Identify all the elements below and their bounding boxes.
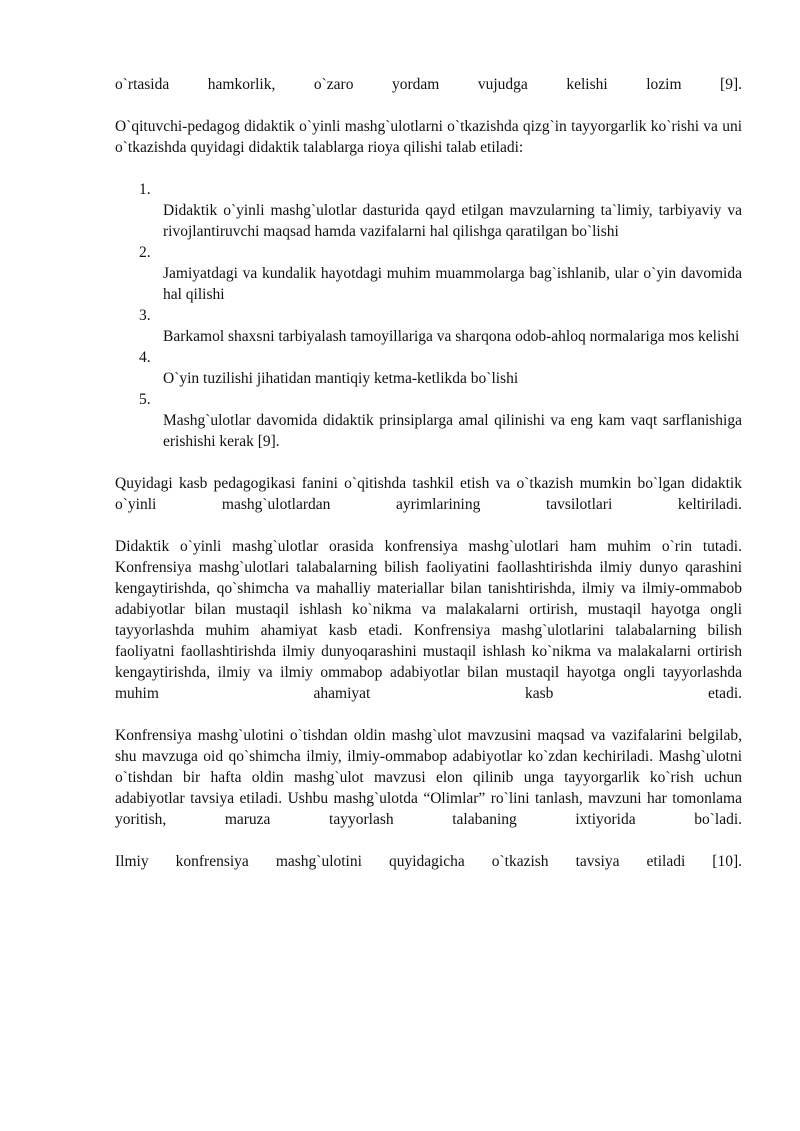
paragraph-conference-role: Didaktik o`yinli mashg`ulotlar orasida konfrensiya mashg`ulotlari ham muhim o`rin tutadi. Konfrensiya mashg`ulotlari talabalarning bilish faoliyatini faollashtirishda ilmiy dunyo qarashini kengaytirishda, qo`shimcha va mahalliy materiallar bilan tanishtirishda, ilmiy va ilmiy-ommabob adabiyotlar bilan mustaqil ishlash ko`nikma va malakalarni ortirish, mustaqil hayotga ongli tayyorlashda muhim ahamiyat kasb etadi. Konfrensiya mashg`ulotlarini talabalarning bilish faoliyatni faollashtirishda ilmiy dunyoqarashini mustaqil ishlash ko`nikma va malakalarni ortirish kengaytirishda, ilmiy va ilmiy ommabop adabiyotlar bilan mustaqil hayotga ongli tayyorlashda muhim ahamiyat kasb etadi. xyxy=(115,538,742,702)
paragraph-details-intro: Quyidagi kasb pedagogikasi fanini o`qitishda tashkil etish va o`tkazish mumkin bo`lgan didaktik o`yinli mashg`ulotlardan ayrimlarining tavsilotlari keltiriladi. xyxy=(115,475,742,513)
list-item-text: Jamiyatdagi va kundalik hayotdagi muhim muammolarga bag`ishlanib, ular o`yin davomida hal qilishi xyxy=(163,265,742,303)
list-item xyxy=(115,347,742,389)
list-item-text: Barkamol shaxsni tarbiyalash tamoyillariga va sharqona odob-ahloq normalariga mos kelishi xyxy=(163,328,740,345)
list-item-number: 1. xyxy=(139,181,151,198)
requirements-list xyxy=(115,179,742,452)
list-item-text: Didaktik o`yinli mashg`ulotlar dasturida qayd etilgan mavzularning ta`limiy, tarbiyaviy va rivojlantiruvchi maqsad hamda vazifalarni hal qilishga qaratilgan bo`lishi xyxy=(163,202,742,240)
list-item xyxy=(115,242,742,305)
list-item-number: 5. xyxy=(139,391,151,408)
paragraph-requirements-intro: O`qituvchi-pedagog didaktik o`yinli mashg`ulotlarni o`tkazishda qizg`in tayyorgarlik ko`rishi va uni o`tkazishda quyidagi didaktik talablarga rioya qilishi talab etiladi: xyxy=(115,118,742,156)
list-item xyxy=(115,389,742,452)
list-item-text: Mashg`ulotlar davomida didaktik prinsiplarga amal qilinishi va eng kam vaqt sarflanishiga erishishi kerak [9]. xyxy=(163,412,742,450)
paragraph-conference-preparation: Konfrensiya mashg`ulotini o`tishdan oldin mashg`ulot mavzusini maqsad va vazifalarini belgilab, shu mavzuga oid qo`shimcha ilmiy, ilmiy-ommabop adabiyotlar ko`zdan kechiriladi. Mashg`ulotni o`tishdan bir hafta oldin mashg`ulot mavzusi elon qilinib unga tayyorgarlik ko`rish uchun adabiyotlar tavsiya etiladi. Ushbu mashg`ulotda “Olimlar” ro`lini tanlash, mavzuni har tomonlama yoritish, maruza tayyorlash talabaning ixtiyorida bo`ladi. xyxy=(115,727,742,828)
list-item xyxy=(115,179,742,242)
list-item xyxy=(115,305,742,347)
paragraph-intro-fragment: o`rtasida hamkorlik, o`zaro yordam vujudga kelishi lozim [9]. xyxy=(115,76,742,93)
list-item-number: 2. xyxy=(139,244,151,261)
document-page xyxy=(115,74,742,872)
list-item-number: 4. xyxy=(139,349,151,366)
paragraph-conference-recommendation: Ilmiy konfrensiya mashg`ulotini quyidagicha o`tkazish tavsiya etiladi [10]. xyxy=(115,853,742,870)
list-item-text: O`yin tuzilishi jihatidan mantiqiy ketma-ketlikda bo`lishi xyxy=(163,370,519,387)
list-item-number: 3. xyxy=(139,307,151,324)
